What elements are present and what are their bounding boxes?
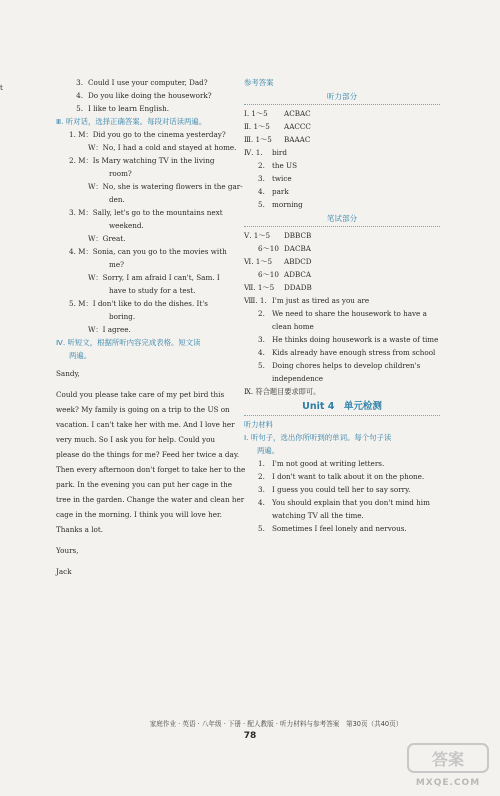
dialogue-line: room? — [109, 169, 132, 178]
item-number: 4. — [258, 348, 265, 357]
item-number: 5. — [258, 361, 265, 370]
item-text: I like to learn English. — [88, 104, 169, 113]
sentence-answer — [244, 333, 440, 346]
answer-value: morning — [272, 200, 303, 209]
item-text: I guess you could tell her to say sorry. — [272, 485, 411, 494]
written-part-title: 笔试部分 — [244, 211, 440, 227]
section-4-heading-line1: Ⅳ. 听短文，根据所听内容完成表格。短文读 — [56, 338, 201, 347]
dialogue-line: 1. M：Did you go to the cinema yesterday? — [69, 130, 226, 139]
sentence-item — [56, 102, 274, 115]
svg-text:答案: 答案 — [431, 750, 465, 769]
listening-part-title: 听力部分 — [244, 89, 440, 105]
answer-label: Ⅱ. 1～5 — [244, 122, 270, 131]
item-text: Do you like doing the housework? — [88, 91, 212, 100]
item-number: 1. — [258, 459, 265, 468]
dialogue-line: W：No, I had a cold and stayed at home. — [88, 143, 237, 152]
letter-line: Sandy, — [56, 369, 80, 378]
answer-value: DDADB — [284, 283, 312, 292]
fill-in-answer — [244, 185, 440, 198]
item-text: He thinks doing housework is a waste of time — [272, 335, 439, 344]
dialogue-line: weekend. — [109, 221, 144, 230]
answer-value: DACBA — [284, 244, 311, 253]
dialogue-line: 2. M：Is Mary watching TV in the living — [69, 156, 215, 165]
letter-line: park. In the evening you can put her cage in the — [56, 480, 233, 489]
unit-section-1-heading-line2: 两遍。 — [257, 446, 280, 455]
unit-title: Unit 4 单元检测 — [244, 398, 440, 416]
answer-value: the US — [272, 161, 298, 170]
letter-line: vacation. I can't take her with me. And I love her — [56, 420, 235, 429]
page-footer: 家庭作业 · 英语 · 八年级 · 下册 · 配人教版 · 听力材料与参考答案 第30页（共40页） — [149, 720, 403, 728]
answer-label: Ⅰ. 1～5 — [244, 109, 268, 118]
answer-label: 2. — [258, 161, 265, 170]
answer-label: Ⅳ. 1. — [244, 148, 263, 157]
answer-value: DBBCB — [284, 231, 312, 240]
item-text: Kids already have enough stress from school — [272, 348, 436, 357]
item-text: watching TV all the time. — [272, 511, 364, 520]
letter-line: Could you please take care of my pet bird this — [56, 390, 225, 399]
answer-value: twice — [272, 174, 292, 183]
item-text: We need to share the housework to have a — [272, 309, 427, 318]
fill-in-answer — [244, 172, 440, 185]
letter-line: Yours, — [56, 546, 79, 555]
item-number: 5. — [76, 104, 83, 113]
dialogue-line: W：Great. — [88, 234, 126, 243]
fill-in-answer — [244, 146, 440, 159]
item-number: 2. — [258, 309, 265, 318]
dialogue-line: W：Sorry, I am afraid I can't, Sam. I — [88, 273, 220, 282]
listening-material-label: 听力材料 — [244, 420, 273, 429]
fill-in-answer — [244, 198, 440, 211]
item-text: I don't want to talk about it on the phone. — [272, 472, 425, 481]
watermark-text: MXQE.COM — [415, 778, 481, 788]
left-column — [56, 76, 274, 579]
answer-label: Ⅶ. 1～5 — [244, 283, 275, 292]
sentence-answer — [244, 294, 440, 307]
dialogue-line: me? — [109, 260, 124, 269]
section-9-text: Ⅸ. 符合题目要求即可。 — [244, 387, 321, 396]
listening-sentence — [244, 457, 440, 470]
dialogue-line: W：No, she is watering flowers in the gar- — [88, 182, 243, 191]
answer-value: bird — [272, 148, 287, 157]
listening-sentence — [244, 522, 440, 535]
listening-sentence — [244, 483, 440, 496]
fill-in-answer — [244, 159, 440, 172]
answer-value: AACCC — [284, 122, 311, 131]
sentence-answer — [244, 372, 440, 385]
answer-row — [244, 133, 440, 146]
letter-line: please do the things for me? Feed her twice a day. — [56, 450, 240, 459]
answer-row — [244, 229, 440, 242]
listening-sentence — [244, 509, 440, 522]
item-number: 4. — [76, 91, 83, 100]
sentence-answer — [244, 307, 440, 320]
answer-value: ADBCA — [284, 270, 312, 279]
item-text: I'm just as tired as you are — [272, 296, 370, 305]
sentence-answer — [244, 346, 440, 359]
answer-label: 6～10 — [258, 244, 279, 253]
item-text: Sometimes I feel lonely and nervous. — [272, 524, 407, 533]
answer-label: Ⅴ. 1～5 — [244, 231, 271, 240]
answer-row — [244, 281, 440, 294]
answer-label: 3. — [258, 174, 265, 183]
answer-label: 6～10 — [258, 270, 279, 279]
letter-line: Thanks a lot. — [56, 525, 104, 534]
item-number: 4. — [258, 498, 265, 507]
item-text: Doing chores helps to develop children's — [272, 361, 421, 370]
sentence-item — [56, 89, 274, 102]
dialogue-line: have to study for a test. — [109, 286, 196, 295]
item-number: 3. — [258, 485, 265, 494]
right-column — [244, 76, 440, 535]
letter-line: Jack — [56, 567, 72, 576]
section-4-heading-line2: 两遍。 — [69, 351, 92, 360]
answer-value: ABDCD — [284, 257, 312, 266]
letter-line: cage in the morning. I think you will love her. — [56, 510, 222, 519]
answer-row — [244, 255, 440, 268]
item-text: Could I use your computer, Dad? — [88, 78, 208, 87]
page-number: 78 — [243, 731, 257, 741]
answer-row — [244, 107, 440, 120]
edge-letter: t — [0, 84, 3, 92]
dialogue-line: boring. — [109, 312, 136, 321]
letter-line: very much. So I ask you for help. Could you — [56, 435, 216, 444]
reference-answers-title: 参考答案 — [244, 78, 274, 87]
answer-label: 4. — [258, 187, 265, 196]
answer-label: 5. — [258, 200, 265, 209]
item-text: independence — [272, 374, 324, 383]
dialogue-line: 5. M：I don't like to do the dishes. It's — [69, 299, 208, 308]
item-number: 2. — [258, 472, 265, 481]
answer-value: park — [272, 187, 289, 196]
listening-sentence — [244, 470, 440, 483]
item-number: 3. — [258, 335, 265, 344]
answer-label: Ⅵ. 1～5 — [244, 257, 273, 266]
letter-line: tree in the garden. Change the water and clean her — [56, 495, 245, 504]
letter-line: week? My family is going on a trip to the US on — [56, 405, 230, 414]
answer-value: BAAAC — [284, 135, 311, 144]
sentence-item — [56, 76, 274, 89]
sentence-answer — [244, 359, 440, 372]
item-number: 5. — [258, 524, 265, 533]
answer-row — [244, 120, 440, 133]
dialogue-line: den. — [109, 195, 125, 204]
dialogue-line: 3. M：Sally, let's go to the mountains next — [69, 208, 223, 217]
item-text: clean home — [272, 322, 314, 331]
listening-sentence — [244, 496, 440, 509]
item-text: You should explain that you don't mind him — [272, 498, 430, 507]
dialogue-line: W：I agree. — [88, 325, 131, 334]
sentence-answer — [244, 320, 440, 333]
dialogue-line: 4. M：Sonia, can you go to the movies with — [69, 247, 227, 256]
unit-section-1-heading-line1: Ⅰ. 听句子，选出你所听到的单词。每个句子读 — [244, 433, 392, 442]
answer-row — [244, 268, 440, 281]
item-text: I'm not good at writing letters. — [272, 459, 385, 468]
letter-line: Then every afternoon don't forget to take her to the — [56, 465, 246, 474]
section-3-heading: Ⅲ. 听对话，选择正确答案。每段对话读两遍。 — [56, 117, 207, 126]
answer-row — [244, 242, 440, 255]
answer-value: ACBAC — [284, 109, 311, 118]
item-number: 3. — [76, 78, 83, 87]
answer-label: Ⅲ. 1～5 — [244, 135, 272, 144]
item-number: Ⅷ. 1. — [244, 296, 267, 305]
